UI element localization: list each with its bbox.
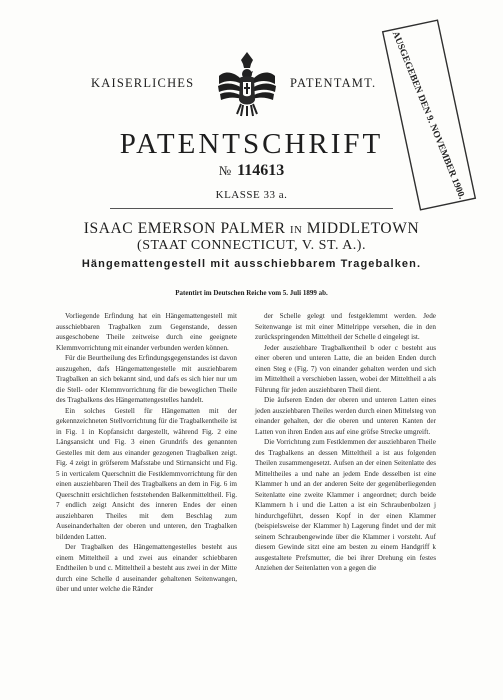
- invention-title: Hängemattengestell mit ausschiebbarem Tragebalken.: [81, 258, 422, 270]
- patent-date-line: Patentirt im Deutschen Reiche vom 5. Juli 1899 ab.: [175, 289, 328, 297]
- document-title: PATENTSCHRIFT: [119, 128, 384, 160]
- paragraph: Ein solches Gestell für Hängematten mit der gekennzeichneten Stellvorrichtung für die Tragbalkentheile ist in Fig. 1 in Kopfansicht dargestellt, während Fig. 2 eine Längsansicht und Fig. 3 einen Grundrifs des genannten Gestelles mit dem aus einander gezogenen Tragbalken zeigt. Fig. 4 zeigt in gröfserem Mafsstabe und Stirnansicht und Fig. 5 in verticalem Querschnitt die Festklemmvorrichtung für den einen ausziehbaren Theil des Tragbalkens an dem in Fig. 6 im Querschnitt ersichtlichen feststehenden Balkenmitteltheil. Fig. 7 endlich zeigt Ansicht des inneren Endes der einen ausziehbaren Theiles mit dem Beschlag zum Auseinanderhalten der oberen und unteren, den Tragbalken bildenden Latten.: [56, 406, 237, 541]
- patent-class: KLASSE 33 a.: [215, 189, 288, 201]
- number-sign: №: [218, 163, 232, 178]
- inventor-city: MIDDLETOWN: [306, 220, 420, 237]
- paragraph: Vorliegende Erfindung hat ein Hängemattengestell mit ausschiebbaren Tragbalken zum Gegenstande, dessen ausgeschobene Theile zeitweise durch eine geeignete Klemmvorrichtung mit einander verbunden werden können.: [56, 312, 237, 352]
- text-column-right: [255, 311, 436, 574]
- paragraph: Die äufseren Enden der oberen und unteren Latten eines jeden ausziehbaren Theiles werden durch einen Mittelsteg von einander gehalten, der die oberen und unteren Kanten der Latten von ihren Enden aus auf eine gröfse Strecke umgreift.: [255, 396, 436, 436]
- paragraph: der Schelle gelegt und festgeklemmt werden. Jede Seitenwange ist mit einer Mittelrippe versehen, die in den zurückspringenden Mitteltheil der Schelle d eingelegt ist.: [255, 312, 436, 341]
- inventor-line: [0, 220, 503, 238]
- imperial-eagle-icon: [215, 50, 279, 120]
- patent-number: [0, 162, 503, 180]
- paragraph: Für die Beurtheilung des Erfindungsgegenstandes ist davon auszugehen, dafs Hängemattengestelle mit ausziehbarem Tragbalken an sich bekannt sind, und dafs es sich hier nur um die Stell- oder Klemmvorrichtung für die beweglichen Theile des Tragbalkens des Hängemattengestelles handelt.: [56, 354, 237, 404]
- patent-number-value: 114613: [237, 162, 285, 179]
- inventor-name: ISAAC EMERSON PALMER: [83, 220, 286, 237]
- inventor-conjunction: IN: [290, 225, 303, 236]
- paragraph: Die Vorrichtung zum Festklemmen der ausziehbaren Theile des Tragbalkens an dessen Mitteltheil a ist aus folgenden Theilen zusammengesetzt. Aufsen an der einen Seitenlatte des Mitteltheiles a und nahe an jedem Ende desselben ist eine Klammer h und an der anderen Seite der gegenüberliegenden Seitenlatte eine zweite Klammer i angeordnet; durch beide Klammern h i und die Latten a ist ein Schraubenbolzen j hindurchgeführt, dessen Kopf in der einen Klammer (beispielsweise der Klammer h) Lagerung findet und der mit seinem Schraubengewinde über die Klammer i vorsteht. Auf diesem Gewinde sitzt eine am besten zu einem Handgriff k ausgestaltete Prefsmutter, die bei ihrer Drehung ein festes Anziehen der Seitenlatten von a gegen die: [255, 438, 436, 572]
- svg-text:AUSGEGEBEN DEN 9. NOVEMBER 190: AUSGEGEBEN DEN 9. NOVEMBER 1900.: [389, 30, 467, 201]
- office-name-left: KAISERLICHES: [91, 76, 195, 90]
- paragraph: Der Tragbalken des Hängemattengestelles besteht aus einem Mitteltheil a und zwei aus einander schiebbaren Endtheilen b und c. Mitteltheil a besteht aus zwei in der Mitte durch eine Schelle d auseinander gehaltenen Seitenwangen, über und unter welche die Ränder: [56, 543, 237, 593]
- inventor-state: (STAAT CONNECTICUT, V. ST. A.).: [137, 238, 366, 253]
- text-column-left: [56, 311, 237, 595]
- issue-date-stamp: [389, 22, 467, 208]
- divider-rule: [110, 208, 393, 209]
- office-name-right: PATENTAMT.: [290, 76, 377, 90]
- paragraph: Jeder ausziehbare Tragbalkentheil b oder c besteht aus einer oberen und unteren Latte, die an beiden Enden durch einen Steg e (Fig. 7) von einander gehalten werden und sich im Mitteltheil a verschieben lassen, wobei der Mitteltheil a als Führung für jeden ausziehbaren Theil dient.: [255, 343, 436, 394]
